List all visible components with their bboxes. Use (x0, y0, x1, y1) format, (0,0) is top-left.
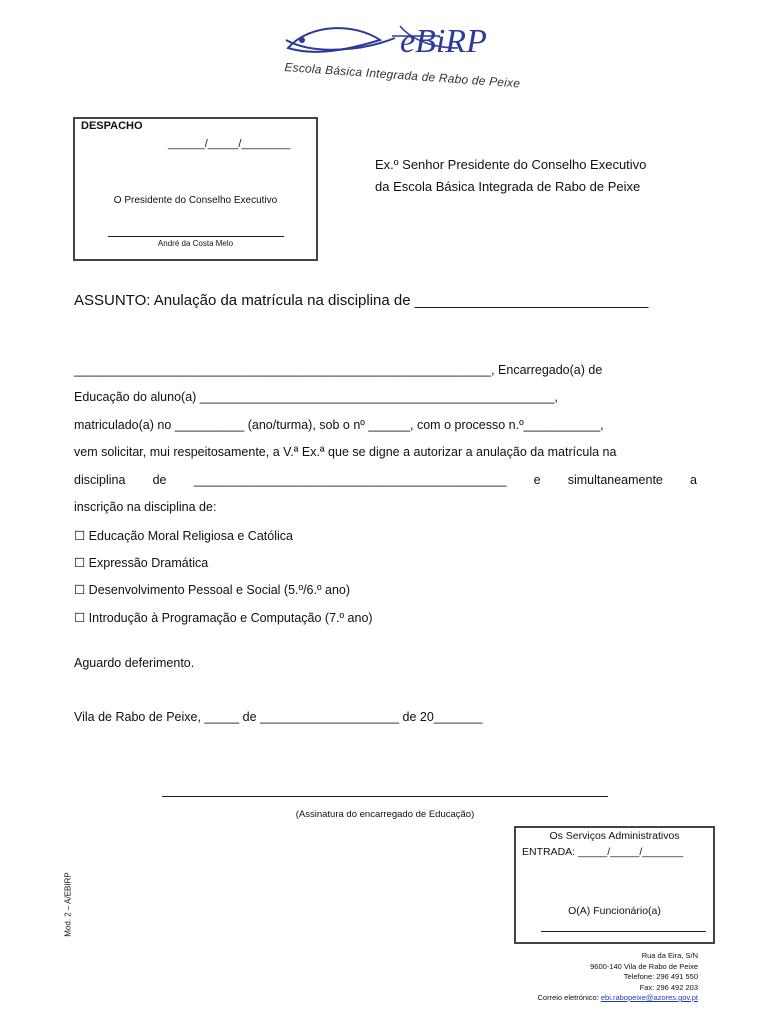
footer-phone: Telefone: 296 491 550 (623, 972, 698, 981)
place-date-line[interactable]: Vila de Rabo de Peixe, _____ de ____________________ de 20_______ (74, 710, 483, 724)
despacho-title: DESPACHO (81, 120, 143, 132)
discipline-blank[interactable]: _____________________________________________ (193, 473, 507, 487)
body-word: simultaneamente (567, 473, 663, 487)
body-word: e (533, 473, 541, 487)
addressee-line-1: Ex.º Senhor Presidente do Conselho Executivo (375, 157, 647, 172)
body-line-3: matriculado(a) no __________ (ano/turma), sob o nº ______, com o processo n.º___________, (74, 418, 604, 432)
body-word: de (152, 473, 167, 487)
admin-signature-line[interactable] (541, 931, 706, 932)
option-checkbox-dps[interactable]: ☐ Desenvolvimento Pessoal e Social (5.º/6.º ano) (74, 583, 351, 597)
option-checkbox-ipc[interactable]: ☐ Introdução à Programação e Computação (7.º ano) (74, 611, 373, 625)
despacho-date-field[interactable]: ______/_____/________ (168, 138, 291, 150)
footer-street: Rua da Eira, S/N (641, 951, 698, 960)
footer-address (538, 951, 699, 1004)
addressee-line-2: da Escola Básica Integrada de Rabo de Peixe (375, 179, 641, 194)
admin-services-box (514, 826, 715, 944)
body-line-2: Educação do aluno(a) ___________________________________________________, (74, 390, 558, 404)
signature-caption: (Assinatura do encarregado de Educação) (295, 809, 475, 820)
form-code: Mod. 2 – A/EBIRP (63, 872, 73, 937)
admin-entry-date[interactable]: ENTRADA: _____/_____/_______ (522, 846, 684, 858)
option-checkbox-emrc[interactable]: ☐ Educação Moral Religiosa e Católica (74, 529, 293, 543)
despacho-name: André da Costa Melo (157, 239, 234, 248)
body-line-1: ____________________________________________________________, Encarregado(a) de (74, 363, 603, 377)
body-line-4: vem solicitar, mui respeitosamente, a V.ª Ex.ª que se digne a autorizar a anulação da matrícula na (74, 445, 617, 459)
body-line-5 (74, 473, 697, 487)
addressee (375, 154, 646, 198)
body-line-6: inscrição na disciplina de: (74, 500, 217, 514)
option-checkbox-expressao-dramatica[interactable]: ☐ Expressão Dramática (74, 556, 209, 570)
school-name-logo-text: Escola Básica Integrada de Rabo de Peixe (284, 60, 521, 91)
admin-title: Os Serviços Administrativos (549, 830, 680, 842)
closing-text: Aguardo deferimento. (74, 656, 195, 670)
footer-postal: 9600-140 Vila de Rabo de Peixe (590, 961, 698, 971)
admin-role: O(A) Funcionário(a) (568, 905, 661, 917)
despacho-signature-line[interactable] (108, 236, 284, 237)
footer-email-row (538, 993, 699, 1004)
despacho-role: O Presidente do Conselho Executivo (113, 195, 278, 206)
guardian-signature-line[interactable] (162, 796, 608, 797)
footer-email-label: Correio eletrónico: (537, 993, 599, 1002)
subject-line: ASSUNTO: Anulação da matrícula na disciplina de ____________________________ (74, 292, 649, 309)
body-word: disciplina (74, 473, 126, 487)
body-word: a (690, 473, 697, 487)
footer-fax: Fax: 296 492 203 (639, 982, 698, 992)
footer-email-link[interactable]: ebi.rabopeixe@azores.gov.pt (600, 993, 698, 1002)
svg-text:eBiRP: eBiRP (400, 23, 487, 60)
